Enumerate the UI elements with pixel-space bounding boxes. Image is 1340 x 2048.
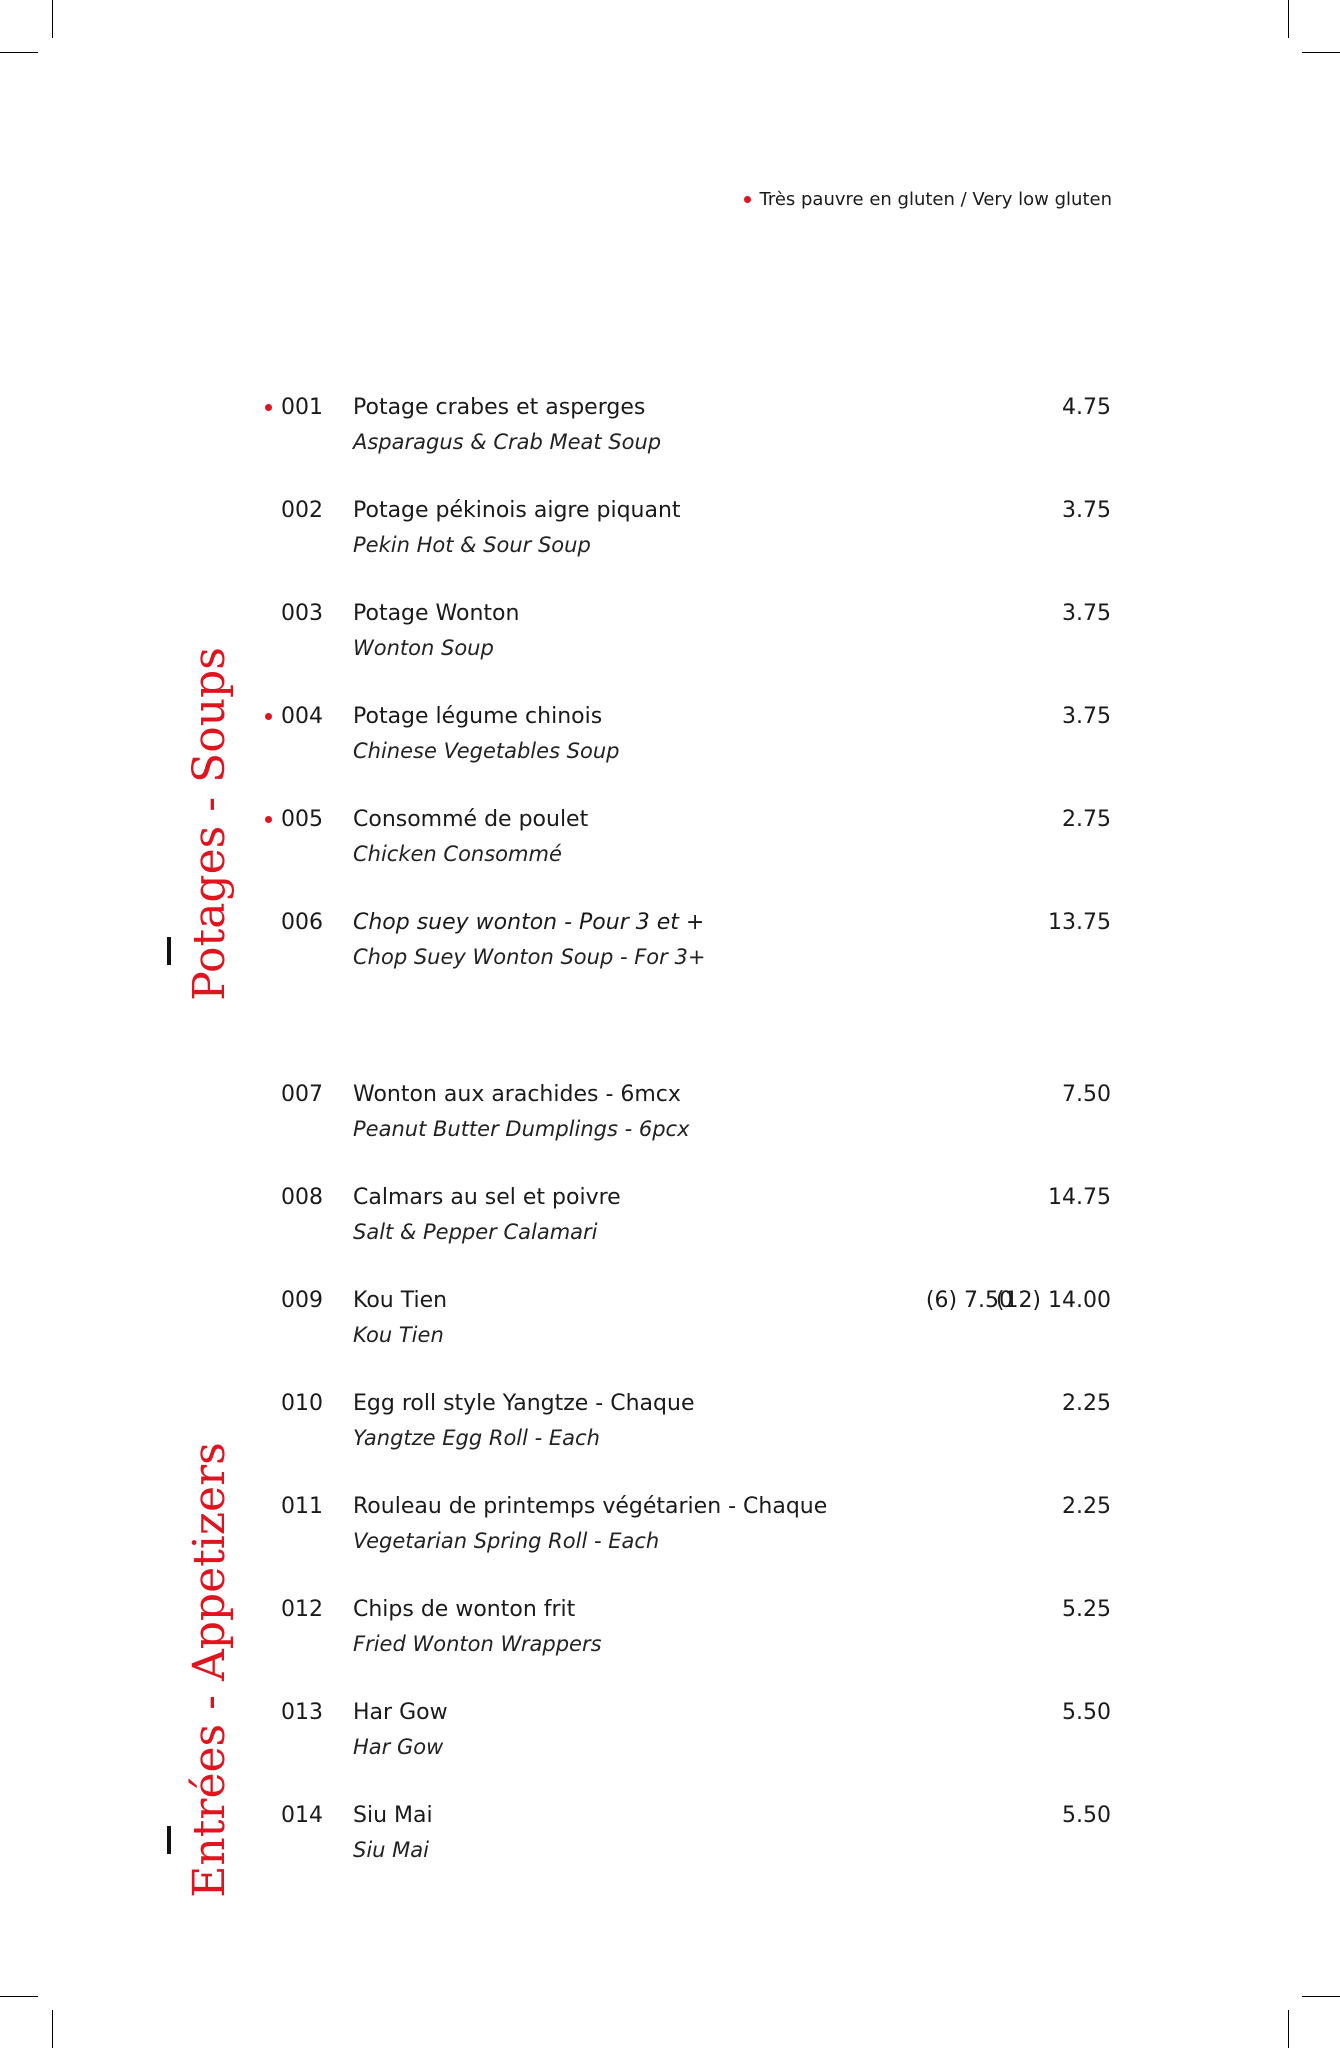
menu-item <box>0 496 1340 576</box>
menu-item <box>0 1389 1340 1469</box>
item-price: 3.75 <box>1062 601 1111 626</box>
item-name-en: Chicken Consommé <box>353 842 562 866</box>
crop-mark <box>1288 2010 1289 2048</box>
item-price: 14.75 <box>1048 1185 1111 1210</box>
item-number: 007 <box>281 1082 323 1107</box>
item-price-small: (6) 7.50 <box>925 1288 1013 1313</box>
menu-item <box>0 1595 1340 1675</box>
item-name-fr: Kou Tien <box>353 1288 448 1313</box>
item-name-fr: Potage légume chinois <box>353 704 603 729</box>
item-name-fr: Potage Wonton <box>353 601 520 626</box>
item-name-fr: Calmars au sel et poivre <box>353 1185 621 1210</box>
item-price: 3.75 <box>1062 704 1111 729</box>
gluten-legend-text: Très pauvre en gluten / Very low gluten <box>759 189 1112 210</box>
item-number: 014 <box>281 1803 323 1828</box>
crop-mark <box>0 1996 38 1997</box>
item-name-en: Vegetarian Spring Roll - Each <box>353 1529 660 1553</box>
gluten-legend <box>744 189 1112 210</box>
item-number: 006 <box>281 910 323 935</box>
section-title-appetizers: Entrées - Appetizers <box>184 1442 235 1898</box>
item-number: 002 <box>281 498 323 523</box>
item-name-en: Har Gow <box>353 1735 444 1759</box>
low-gluten-dot-icon <box>265 404 272 411</box>
section-title-soups: Potages - Soups <box>184 647 235 1001</box>
item-number: 009 <box>281 1288 323 1313</box>
menu-item <box>0 1183 1340 1263</box>
menu-item <box>0 393 1340 473</box>
crop-mark <box>1288 0 1289 38</box>
item-price: (12) 14.00 <box>995 1288 1111 1313</box>
low-gluten-dot-icon <box>265 816 272 823</box>
item-name-fr: Potage crabes et asperges <box>353 395 646 420</box>
item-number: 012 <box>281 1597 323 1622</box>
item-name-fr: Egg roll style Yangtze - Chaque <box>353 1391 695 1416</box>
item-name-en: Pekin Hot & Sour Soup <box>353 533 591 557</box>
low-gluten-dot-icon <box>265 713 272 720</box>
item-name-en: Wonton Soup <box>353 636 494 660</box>
menu-item <box>0 805 1340 885</box>
crop-mark <box>52 0 53 38</box>
menu-item <box>0 1080 1340 1160</box>
item-name-en: Fried Wonton Wrappers <box>353 1632 602 1656</box>
item-name-fr: Chips de wonton frit <box>353 1597 576 1622</box>
item-price: 7.50 <box>1062 1082 1111 1107</box>
item-name-en: Siu Mai <box>353 1838 429 1862</box>
item-name-fr: Consommé de poulet <box>353 807 589 832</box>
item-name-en: Yangtze Egg Roll - Each <box>353 1426 600 1450</box>
menu-item <box>0 908 1340 988</box>
item-number: 011 <box>281 1494 323 1519</box>
item-number: 003 <box>281 601 323 626</box>
item-price: 5.50 <box>1062 1803 1111 1828</box>
item-price: 2.25 <box>1062 1494 1111 1519</box>
item-name-en: Peanut Butter Dumplings - 6pcx <box>353 1117 690 1141</box>
item-number: 010 <box>281 1391 323 1416</box>
crop-mark <box>1302 1996 1340 1997</box>
crop-mark <box>52 2010 53 2048</box>
item-number: 013 <box>281 1700 323 1725</box>
menu-item <box>0 1698 1340 1778</box>
item-name-en: Chinese Vegetables Soup <box>353 739 620 763</box>
item-name-fr: Rouleau de printemps végétarien - Chaque <box>353 1494 828 1519</box>
menu-item <box>0 1286 1340 1366</box>
menu-item <box>0 599 1340 679</box>
item-name-fr: Potage pékinois aigre piquant <box>353 498 681 523</box>
menu-item <box>0 1492 1340 1572</box>
item-price: 5.25 <box>1062 1597 1111 1622</box>
item-name-fr: Har Gow <box>353 1700 448 1725</box>
menu-item <box>0 1801 1340 1881</box>
low-gluten-dot-icon <box>744 196 751 203</box>
item-name-fr: Siu Mai <box>353 1803 433 1828</box>
item-name-en: Kou Tien <box>353 1323 444 1347</box>
item-price: 4.75 <box>1062 395 1111 420</box>
item-price: 3.75 <box>1062 498 1111 523</box>
item-number: 005 <box>281 807 323 832</box>
item-name-fr: Chop suey wonton - Pour 3 et + <box>353 910 705 935</box>
item-price: 13.75 <box>1048 910 1111 935</box>
menu-item <box>0 702 1340 782</box>
item-number: 004 <box>281 704 323 729</box>
crop-mark <box>1302 52 1340 53</box>
item-price: 2.25 <box>1062 1391 1111 1416</box>
crop-mark <box>0 52 38 53</box>
item-name-en: Asparagus & Crab Meat Soup <box>353 430 662 454</box>
item-number: 008 <box>281 1185 323 1210</box>
item-name-en: Chop Suey Wonton Soup - For 3+ <box>353 945 706 969</box>
item-name-fr: Wonton aux arachides - 6mcx <box>353 1082 681 1107</box>
item-name-en: Salt & Pepper Calamari <box>353 1220 598 1244</box>
item-price: 2.75 <box>1062 807 1111 832</box>
item-number: 001 <box>281 395 323 420</box>
item-price: 5.50 <box>1062 1700 1111 1725</box>
